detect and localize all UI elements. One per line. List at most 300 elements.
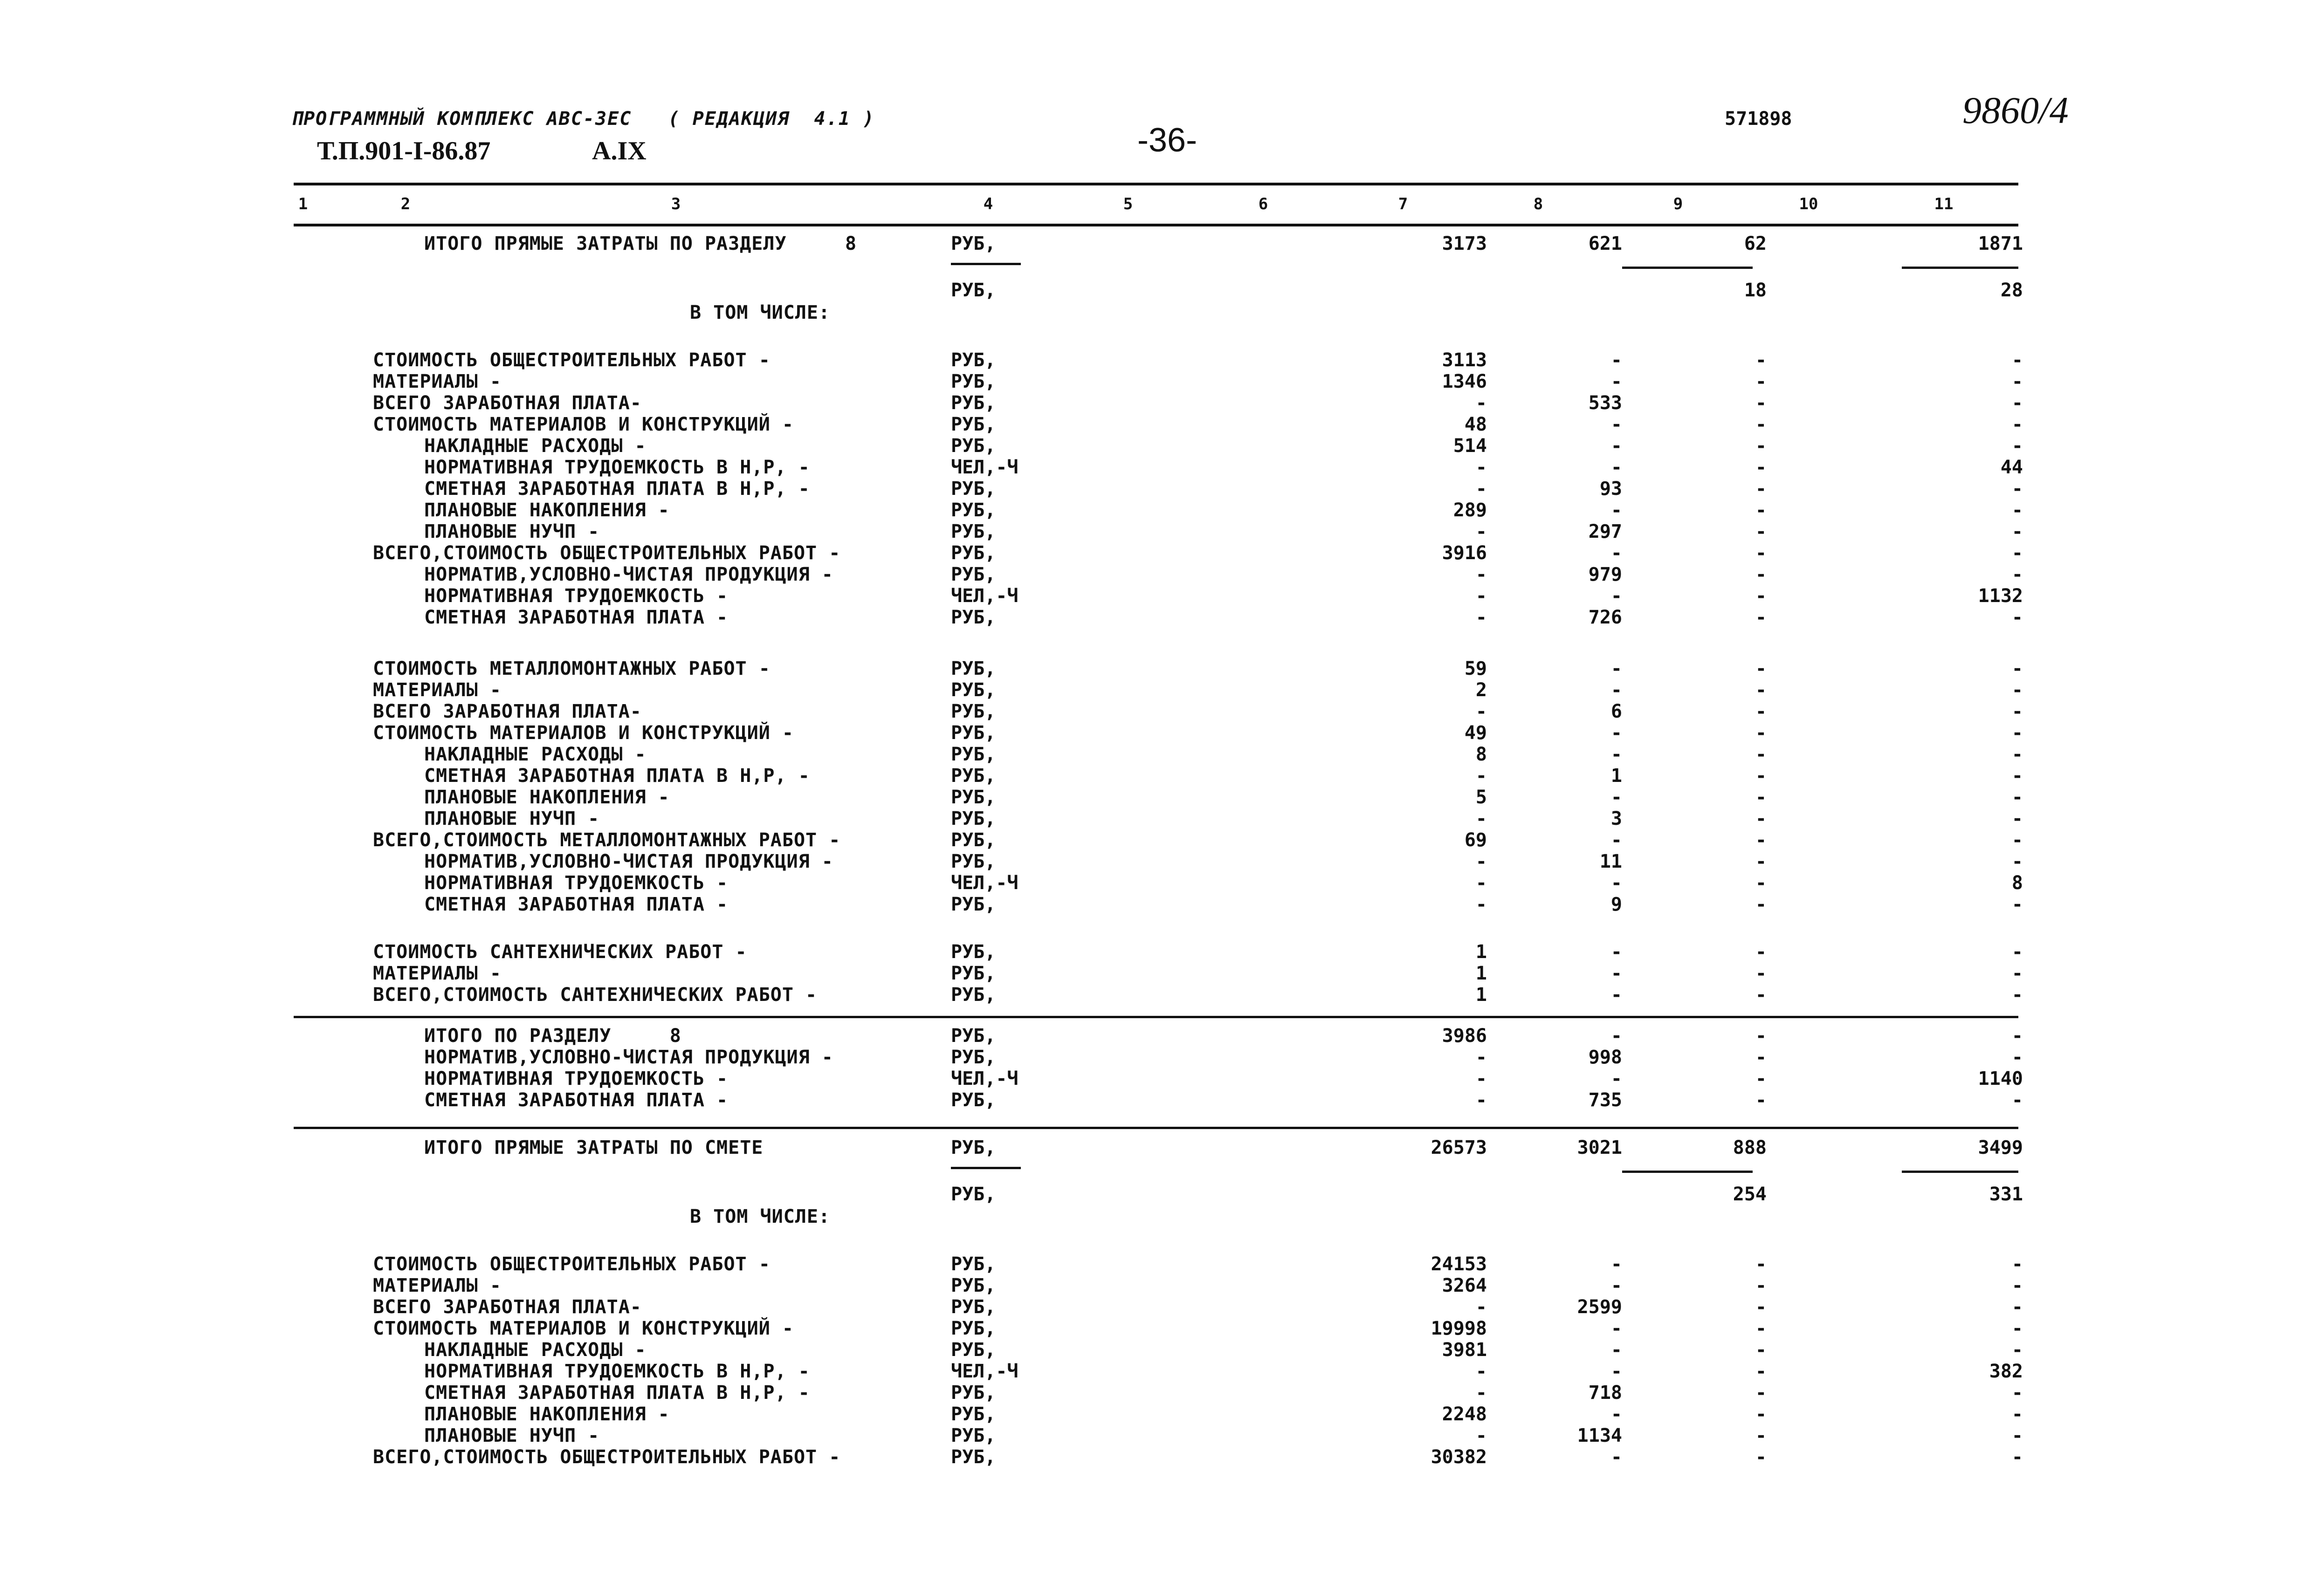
table-row xyxy=(0,233,2312,254)
table-row xyxy=(0,1361,2312,1382)
column-number: 9 xyxy=(1673,195,1683,213)
col7-cell: - xyxy=(1475,851,1487,872)
row-label: СМЕТНАЯ ЗАРАБОТНАЯ ПЛАТА В Н,Р, - xyxy=(424,478,810,500)
row-label: НАКЛАДНЫЕ РАСХОДЫ - xyxy=(424,744,647,765)
page-number: -36- xyxy=(1137,122,1197,159)
col8-cell: - xyxy=(1610,1339,1622,1361)
col9-cell: - xyxy=(1755,1047,1767,1068)
col7-cell: 30382 xyxy=(1431,1446,1487,1468)
unit-cell: РУБ, xyxy=(951,607,996,628)
col7-cell: - xyxy=(1475,1089,1487,1111)
col9-cell: - xyxy=(1755,607,1767,628)
table-row xyxy=(0,1047,2312,1068)
col9-cell: 888 xyxy=(1733,1137,1767,1158)
column-number: 2 xyxy=(400,195,411,213)
table-row xyxy=(0,701,2312,722)
col8-cell: - xyxy=(1610,371,1622,392)
col9-cell: - xyxy=(1755,851,1767,872)
header-bottom-rule xyxy=(294,224,2018,226)
row-label: ПЛАНОВЫЕ НУЧП - xyxy=(424,1425,600,1446)
col11-cell: - xyxy=(2011,1425,2023,1446)
col9-cell: - xyxy=(1755,984,1767,1006)
col11-cell: 1871 xyxy=(1978,233,2023,254)
col11-cell: - xyxy=(2011,478,2023,500)
col8-cell: - xyxy=(1610,658,1622,679)
unit-cell: РУБ, xyxy=(951,1025,996,1047)
col11-cell: 1132 xyxy=(1978,585,2023,607)
row-label: НАКЛАДНЫЕ РАСХОДЫ - xyxy=(424,435,647,457)
unit-cell: РУБ, xyxy=(951,765,996,787)
col7-cell: - xyxy=(1475,392,1487,414)
row-label: СМЕТНАЯ ЗАРАБОТНАЯ ПЛАТА В Н,Р, - xyxy=(424,1382,810,1404)
row-label: ВСЕГО,СТОИМОСТЬ ОБЩЕСТРОИТЕЛЬНЫХ РАБОТ - xyxy=(373,1446,841,1468)
table-row xyxy=(0,1382,2312,1404)
col7-cell: - xyxy=(1475,478,1487,500)
table-row xyxy=(0,542,2312,564)
col9-cell: - xyxy=(1755,941,1767,963)
unit-cell: РУБ, xyxy=(951,1425,996,1446)
col7-cell: 8 xyxy=(1475,744,1487,765)
unit-cell: РУБ, xyxy=(951,894,996,915)
col7-cell: 289 xyxy=(1453,500,1487,521)
row-label: СМЕТНАЯ ЗАРАБОТНАЯ ПЛАТА В Н,Р, - xyxy=(424,765,810,787)
row-label: ВСЕГО ЗАРАБОТНАЯ ПЛАТА- xyxy=(373,392,642,414)
col11-cell: - xyxy=(2011,679,2023,701)
row-label: НОРМАТИВНАЯ ТРУДОЕМКОСТЬ - xyxy=(424,872,729,894)
col11-cell: - xyxy=(2011,542,2023,564)
col8-cell: - xyxy=(1610,1318,1622,1339)
col7-cell: 19998 xyxy=(1431,1318,1487,1339)
unit-cell: РУБ, xyxy=(951,744,996,765)
row-label: СТОИМОСТЬ САНТЕХНИЧЕСКИХ РАБОТ - xyxy=(373,941,747,963)
col11-cell: - xyxy=(2011,701,2023,722)
table-row xyxy=(0,1404,2312,1425)
col11-cell: - xyxy=(2011,435,2023,457)
table-row xyxy=(0,1206,2312,1227)
col8-cell: 735 xyxy=(1588,1089,1622,1111)
col8-cell: - xyxy=(1610,542,1622,564)
col8-cell: 1 xyxy=(1610,765,1622,787)
col9-cell: - xyxy=(1755,564,1767,585)
table-row xyxy=(0,302,2312,323)
col7-cell: 1 xyxy=(1475,984,1487,1006)
row-label: ВСЕГО,СТОИМОСТЬ САНТЕХНИЧЕСКИХ РАБОТ - xyxy=(373,984,818,1006)
unit-cell: РУБ, xyxy=(951,808,996,829)
col11-cell: - xyxy=(2011,722,2023,744)
row-label: НАКЛАДНЫЕ РАСХОДЫ - xyxy=(424,1339,647,1361)
col7-cell: 1 xyxy=(1475,963,1487,984)
column-number: 3 xyxy=(671,195,681,213)
unit-cell: РУБ, xyxy=(951,1089,996,1111)
table-row xyxy=(0,1275,2312,1296)
col7-cell: 69 xyxy=(1464,829,1487,851)
unit-cell: РУБ, xyxy=(951,679,996,701)
col7-cell: - xyxy=(1475,894,1487,915)
col11-cell: 8 xyxy=(2011,872,2023,894)
row-label: ПЛАНОВЫЕ НАКОПЛЕНИЯ - xyxy=(424,1404,670,1425)
table-row xyxy=(0,941,2312,963)
row-label: МАТЕРИАЛЫ - xyxy=(373,1275,502,1296)
col9-cell: - xyxy=(1755,1025,1767,1047)
col7-cell: 59 xyxy=(1464,658,1487,679)
col8-cell: 718 xyxy=(1588,1382,1622,1404)
col11-cell: - xyxy=(2011,894,2023,915)
col8-cell: - xyxy=(1610,984,1622,1006)
unit-cell: РУБ, xyxy=(951,280,996,301)
col11-cell: - xyxy=(2011,1382,2023,1404)
table-row xyxy=(0,1339,2312,1361)
row-label: В ТОМ ЧИСЛЕ: xyxy=(690,1206,830,1227)
col11-cell: - xyxy=(2011,963,2023,984)
unit-cell: РУБ, xyxy=(951,658,996,679)
col11-cell: - xyxy=(2011,1404,2023,1425)
col9-cell: - xyxy=(1755,1068,1767,1089)
table-row xyxy=(0,371,2312,392)
col11-cell: 1140 xyxy=(1978,1068,2023,1089)
col8-cell: 621 xyxy=(1588,233,1622,254)
col9-cell: - xyxy=(1755,1318,1767,1339)
table-row xyxy=(0,963,2312,984)
col8-cell: 93 xyxy=(1599,478,1622,500)
row-label: МАТЕРИАЛЫ - xyxy=(373,371,502,392)
col9-cell: - xyxy=(1755,808,1767,829)
col11-cell: - xyxy=(2011,564,2023,585)
table-row xyxy=(0,500,2312,521)
handwritten-reference: 9860/4 xyxy=(1962,89,2069,131)
col8-cell: 6 xyxy=(1610,701,1622,722)
col11-cell: 382 xyxy=(1989,1361,2023,1382)
col8-cell: 998 xyxy=(1588,1047,1622,1068)
unit-cell: РУБ, xyxy=(951,233,996,254)
row-label: НОРМАТИВ,УСЛОВНО-ЧИСТАЯ ПРОДУКЦИЯ - xyxy=(424,851,833,872)
divider-rule xyxy=(1902,1171,2018,1173)
col9-cell: - xyxy=(1755,963,1767,984)
col7-cell: - xyxy=(1475,564,1487,585)
col8-cell: 3 xyxy=(1610,808,1622,829)
col7-cell: - xyxy=(1475,1296,1487,1318)
col8-cell: - xyxy=(1610,585,1622,607)
unit-cell: РУБ, xyxy=(951,435,996,457)
row-label: ВСЕГО ЗАРАБОТНАЯ ПЛАТА- xyxy=(373,1296,642,1318)
column-number: 6 xyxy=(1258,195,1268,213)
col7-cell: 1346 xyxy=(1442,371,1487,392)
col7-cell: 24153 xyxy=(1431,1254,1487,1275)
row-label: ПЛАНОВЫЕ НАКОПЛЕНИЯ - xyxy=(424,787,670,808)
table-row xyxy=(0,478,2312,500)
project-code: Т.П.901-I-86.87 xyxy=(317,137,491,165)
col9-cell: - xyxy=(1755,872,1767,894)
col8-cell: - xyxy=(1610,435,1622,457)
unit-cell: РУБ, xyxy=(951,851,996,872)
col8-cell: - xyxy=(1610,500,1622,521)
col8-cell: - xyxy=(1610,872,1622,894)
col11-cell: - xyxy=(2011,414,2023,435)
unit-cell: РУБ, xyxy=(951,414,996,435)
col7-cell: 2248 xyxy=(1442,1404,1487,1425)
col9-cell: - xyxy=(1755,787,1767,808)
col8-cell: - xyxy=(1610,744,1622,765)
table-row xyxy=(0,1137,2312,1158)
col9-cell: - xyxy=(1755,701,1767,722)
row-label: ИТОГО ПО РАЗДЕЛУ 8 xyxy=(424,1025,681,1047)
col8-cell: 11 xyxy=(1599,851,1622,872)
program-title: ПРОГРАММНЫЙ КОМПЛЕКС АВС-ЗЕС ( РЕДАКЦИЯ 4.1 ) xyxy=(291,108,875,130)
col8-cell: - xyxy=(1610,722,1622,744)
row-label: НОРМАТИВ,УСЛОВНО-ЧИСТАЯ ПРОДУКЦИЯ - xyxy=(424,1047,833,1068)
unit-cell: РУБ, xyxy=(951,1296,996,1318)
unit-cell: РУБ, xyxy=(951,1137,996,1158)
row-label: СТОИМОСТЬ МАТЕРИАЛОВ И КОНСТРУКЦИЙ - xyxy=(373,1318,794,1339)
col9-cell: - xyxy=(1755,1382,1767,1404)
album-part: А.IX xyxy=(592,137,647,165)
unit-cell: РУБ, xyxy=(951,1318,996,1339)
col11-cell: - xyxy=(2011,349,2023,371)
unit-cell: РУБ, xyxy=(951,722,996,744)
unit-cell: ЧЕЛ,-Ч xyxy=(951,1361,1018,1382)
table-row xyxy=(0,1068,2312,1089)
col11-cell: - xyxy=(2011,658,2023,679)
col7-cell: 3986 xyxy=(1442,1025,1487,1047)
col7-cell: - xyxy=(1475,607,1487,628)
col9-cell: - xyxy=(1755,744,1767,765)
table-row xyxy=(0,1254,2312,1275)
col11-cell: - xyxy=(2011,1275,2023,1296)
col11-cell: - xyxy=(2011,984,2023,1006)
unit-cell: РУБ, xyxy=(951,349,996,371)
row-label: ИТОГО ПРЯМЫЕ ЗАТРАТЫ ПО РАЗДЕЛУ 8 xyxy=(424,233,857,254)
divider-rule xyxy=(294,1127,2018,1129)
col8-cell: - xyxy=(1610,829,1622,851)
unit-cell: РУБ, xyxy=(951,564,996,585)
col11-cell: 3499 xyxy=(1978,1137,2023,1158)
table-row xyxy=(0,1446,2312,1468)
col7-cell: - xyxy=(1475,765,1487,787)
col8-cell: 726 xyxy=(1588,607,1622,628)
table-row xyxy=(0,521,2312,542)
unit-cell: РУБ, xyxy=(951,1404,996,1425)
col8-cell: 3021 xyxy=(1577,1137,1622,1158)
table-row xyxy=(0,808,2312,829)
table-row xyxy=(0,679,2312,701)
unit-cell: РУБ, xyxy=(951,478,996,500)
column-number: 11 xyxy=(1934,195,1954,213)
col9-cell: - xyxy=(1755,658,1767,679)
col11-cell: 44 xyxy=(2000,457,2023,478)
col8-cell: 9 xyxy=(1610,894,1622,915)
col9-cell: - xyxy=(1755,1275,1767,1296)
row-label: ВСЕГО,СТОИМОСТЬ ОБЩЕСТРОИТЕЛЬНЫХ РАБОТ - xyxy=(373,542,841,564)
column-number: 10 xyxy=(1799,195,1818,213)
column-number: 8 xyxy=(1533,195,1543,213)
col8-cell: - xyxy=(1610,1068,1622,1089)
col9-cell: - xyxy=(1755,829,1767,851)
col9-cell: 254 xyxy=(1733,1184,1767,1205)
unit-cell: РУБ, xyxy=(951,963,996,984)
col11-cell: 331 xyxy=(1989,1184,2023,1205)
col9-cell: - xyxy=(1755,1254,1767,1275)
table-row xyxy=(0,1089,2312,1111)
col7-cell: 3264 xyxy=(1442,1275,1487,1296)
table-row xyxy=(0,435,2312,457)
col7-cell: - xyxy=(1475,808,1487,829)
col8-cell: 979 xyxy=(1588,564,1622,585)
col8-cell: - xyxy=(1610,1446,1622,1468)
unit-cell: ЧЕЛ,-Ч xyxy=(951,585,1018,607)
col8-cell: - xyxy=(1610,457,1622,478)
col7-cell: - xyxy=(1475,457,1487,478)
col9-cell: - xyxy=(1755,1089,1767,1111)
header-top-rule xyxy=(294,183,2018,185)
col9-cell: - xyxy=(1755,414,1767,435)
col9-cell: - xyxy=(1755,542,1767,564)
unit-cell: ЧЕЛ,-Ч xyxy=(951,1068,1018,1089)
table-row xyxy=(0,765,2312,787)
unit-cell: РУБ, xyxy=(951,371,996,392)
col9-cell: - xyxy=(1755,349,1767,371)
row-label: МАТЕРИАЛЫ - xyxy=(373,963,502,984)
col11-cell: - xyxy=(2011,371,2023,392)
col8-cell: - xyxy=(1610,1275,1622,1296)
row-label: ПЛАНОВЫЕ НУЧП - xyxy=(424,808,600,829)
table-row xyxy=(0,894,2312,915)
col11-cell: - xyxy=(2011,941,2023,963)
row-label: ВСЕГО ЗАРАБОТНАЯ ПЛАТА- xyxy=(373,701,642,722)
col9-cell: - xyxy=(1755,722,1767,744)
col11-cell: - xyxy=(2011,1089,2023,1111)
unit-cell: РУБ, xyxy=(951,392,996,414)
col7-cell: - xyxy=(1475,1382,1487,1404)
unit-cell: РУБ, xyxy=(951,1254,996,1275)
col8-cell: 533 xyxy=(1588,392,1622,414)
col11-cell: 28 xyxy=(2000,280,2023,301)
table-row xyxy=(0,1318,2312,1339)
col8-cell: - xyxy=(1610,349,1622,371)
table-row xyxy=(0,984,2312,1006)
col11-cell: - xyxy=(2011,765,2023,787)
row-label: СТОИМОСТЬ МАТЕРИАЛОВ И КОНСТРУКЦИЙ - xyxy=(373,414,794,435)
col8-cell: 2599 xyxy=(1577,1296,1622,1318)
unit-cell: РУБ, xyxy=(951,829,996,851)
row-label: СТОИМОСТЬ ОБЩЕСТРОИТЕЛЬНЫХ РАБОТ - xyxy=(373,1254,771,1275)
unit-cell: РУБ, xyxy=(951,1446,996,1468)
col7-cell: 1 xyxy=(1475,941,1487,963)
column-number: 5 xyxy=(1123,195,1133,213)
row-label: НОРМАТИВНАЯ ТРУДОЕМКОСТЬ - xyxy=(424,585,729,607)
table-row xyxy=(0,1184,2312,1205)
col7-cell: - xyxy=(1475,1068,1487,1089)
row-label: В ТОМ ЧИСЛЕ: xyxy=(690,302,830,323)
col7-cell: - xyxy=(1475,1047,1487,1068)
unit-cell: РУБ, xyxy=(951,1339,996,1361)
row-label: СТОИМОСТЬ МАТЕРИАЛОВ И КОНСТРУКЦИЙ - xyxy=(373,722,794,744)
col9-cell: 18 xyxy=(1744,280,1767,301)
col7-cell: - xyxy=(1475,872,1487,894)
unit-cell: РУБ, xyxy=(951,1047,996,1068)
col9-cell: - xyxy=(1755,585,1767,607)
col9-cell: - xyxy=(1755,392,1767,414)
row-label: МАТЕРИАЛЫ - xyxy=(373,679,502,701)
col7-cell: 3916 xyxy=(1442,542,1487,564)
col9-cell: - xyxy=(1755,1446,1767,1468)
unit-cell: РУБ, xyxy=(951,500,996,521)
table-row xyxy=(0,585,2312,607)
col11-cell: - xyxy=(2011,607,2023,628)
col9-cell: - xyxy=(1755,1361,1767,1382)
col8-cell: - xyxy=(1610,1254,1622,1275)
col9-cell: - xyxy=(1755,1296,1767,1318)
row-label: СМЕТНАЯ ЗАРАБОТНАЯ ПЛАТА - xyxy=(424,607,729,628)
col8-cell: - xyxy=(1610,787,1622,808)
col7-cell: 3113 xyxy=(1442,349,1487,371)
col9-cell: 62 xyxy=(1744,233,1767,254)
table-row xyxy=(0,564,2312,585)
col7-cell: 49 xyxy=(1464,722,1487,744)
col7-cell: 2 xyxy=(1475,679,1487,701)
divider-rule xyxy=(951,1167,1021,1169)
col9-cell: - xyxy=(1755,457,1767,478)
col9-cell: - xyxy=(1755,679,1767,701)
unit-cell: РУБ, xyxy=(951,787,996,808)
col7-cell: 5 xyxy=(1475,787,1487,808)
col9-cell: - xyxy=(1755,371,1767,392)
col8-cell: - xyxy=(1610,1025,1622,1047)
table-row xyxy=(0,414,2312,435)
unit-cell: РУБ, xyxy=(951,941,996,963)
divider-rule xyxy=(951,263,1021,265)
table-row xyxy=(0,392,2312,414)
col8-cell: - xyxy=(1610,414,1622,435)
col7-cell: - xyxy=(1475,1361,1487,1382)
row-label: НОРМАТИВНАЯ ТРУДОЕМКОСТЬ В Н,Р, - xyxy=(424,1361,810,1382)
column-number: 4 xyxy=(983,195,993,213)
unit-cell: ЧЕЛ,-Ч xyxy=(951,457,1018,478)
row-label: СТОИМОСТЬ ОБЩЕСТРОИТЕЛЬНЫХ РАБОТ - xyxy=(373,349,771,371)
table-row xyxy=(0,1296,2312,1318)
column-number: 1 xyxy=(298,195,308,213)
col9-cell: - xyxy=(1755,1339,1767,1361)
col7-cell: 3173 xyxy=(1442,233,1487,254)
row-label: НОРМАТИВНАЯ ТРУДОЕМКОСТЬ В Н,Р, - xyxy=(424,457,810,478)
col11-cell: - xyxy=(2011,1296,2023,1318)
col8-cell: - xyxy=(1610,963,1622,984)
table-row xyxy=(0,829,2312,851)
col11-cell: - xyxy=(2011,1254,2023,1275)
col11-cell: - xyxy=(2011,392,2023,414)
col7-cell: - xyxy=(1475,701,1487,722)
table-row xyxy=(0,280,2312,301)
col8-cell: - xyxy=(1610,941,1622,963)
row-label: СТОИМОСТЬ МЕТАЛЛОМОНТАЖНЫХ РАБОТ - xyxy=(373,658,771,679)
col8-cell: - xyxy=(1610,1361,1622,1382)
table-row xyxy=(0,787,2312,808)
col11-cell: - xyxy=(2011,808,2023,829)
col9-cell: - xyxy=(1755,894,1767,915)
unit-cell: РУБ, xyxy=(951,542,996,564)
table-row xyxy=(0,658,2312,679)
unit-cell: РУБ, xyxy=(951,1275,996,1296)
col11-cell: - xyxy=(2011,744,2023,765)
col11-cell: - xyxy=(2011,1339,2023,1361)
col11-cell: - xyxy=(2011,1318,2023,1339)
col11-cell: - xyxy=(2011,1025,2023,1047)
col11-cell: - xyxy=(2011,1047,2023,1068)
col7-cell: - xyxy=(1475,585,1487,607)
col7-cell: - xyxy=(1475,521,1487,542)
col8-cell: - xyxy=(1610,679,1622,701)
table-row xyxy=(0,1425,2312,1446)
row-label: ПЛАНОВЫЕ НАКОПЛЕНИЯ - xyxy=(424,500,670,521)
col8-cell: 1134 xyxy=(1577,1425,1622,1446)
